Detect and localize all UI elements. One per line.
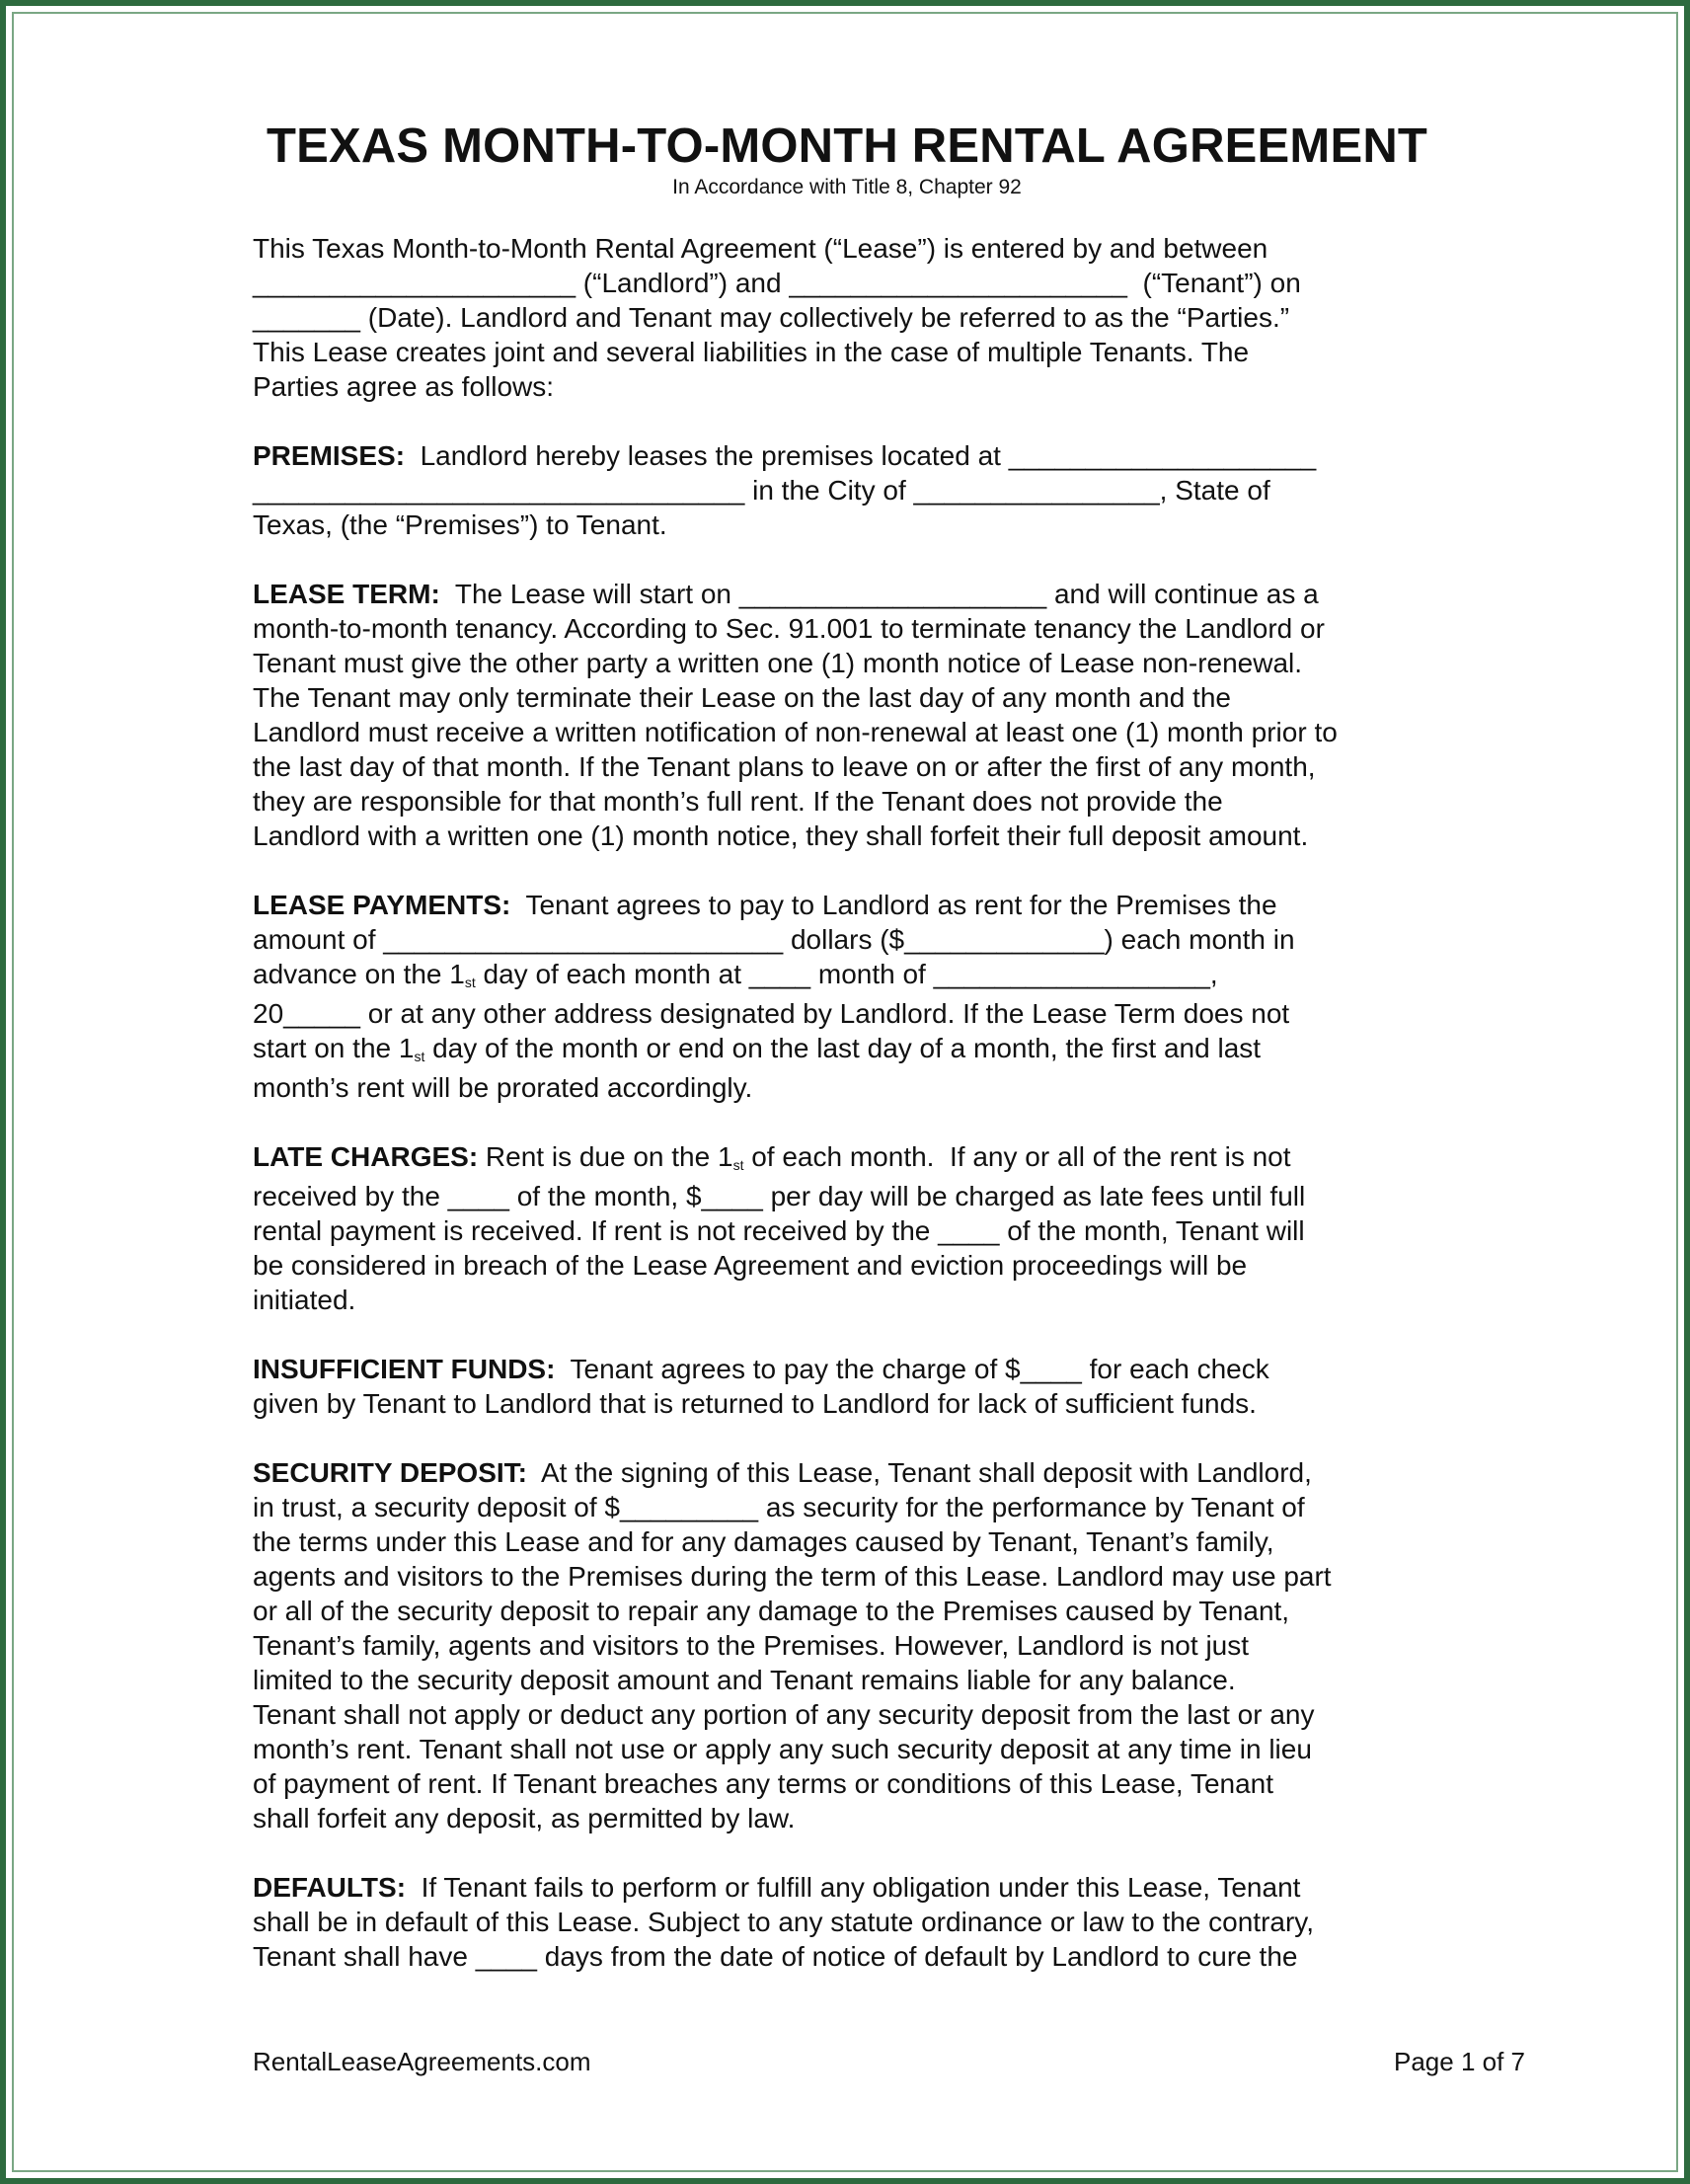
document-page [253, 118, 1441, 2008]
late-charges-line: Rent is due on the 1 [478, 1141, 733, 1172]
lease-payments-line: 20_____ or at any other address designated by Landlord. If the Lease Term does not [253, 998, 1290, 1029]
late-charges-label: LATE CHARGES: [253, 1141, 479, 1172]
security-deposit-line: limited to the security deposit amount and Tenant remains liable for any balance. [253, 1665, 1236, 1695]
security-deposit-line: Tenant shall not apply or deduct any portion of any security deposit from the last or any [253, 1699, 1315, 1730]
security-deposit-line: At the signing of this Lease, Tenant shall deposit with Landlord, [526, 1457, 1312, 1488]
document-subtitle: In Accordance with Title 8, Chapter 92 [672, 176, 1022, 198]
intro-line: _____________________ (“Landlord”) and ______________________ (“Tenant”) on [253, 268, 1301, 298]
lease-term-line: Landlord with a written one (1) month notice, they shall forfeit their full deposit amount. [253, 820, 1309, 851]
lease-term-line: Tenant must give the other party a written one (1) month notice of Lease non-renewal. [253, 648, 1303, 678]
premises-section [253, 438, 1441, 542]
late-charges-line: of each month. If any or all of the rent is not [743, 1141, 1291, 1172]
intro-line: _______ (Date). Landlord and Tenant may collectively be referred to as the “Parties.” [253, 302, 1290, 333]
footer-page-number: Page 1 of 7 [1394, 2047, 1525, 2076]
late-charges-line: received by the ____ of the month, $____ per day will be charged as late fees until full [253, 1181, 1306, 1211]
lease-payments-line: Tenant agrees to pay to Landlord as rent for the Premises the [510, 890, 1277, 920]
security-deposit-line: Tenant’s family, agents and visitors to the Premises. However, Landlord is not just [253, 1630, 1250, 1661]
defaults-line: shall be in default of this Lease. Subject to any statute ordinance or law to the contrary, [253, 1907, 1315, 1937]
security-deposit-line: the terms under this Lease and for any damages caused by Tenant, Tenant’s family, [253, 1526, 1274, 1557]
lease-term-line: Landlord must receive a written notification of non-renewal at least one (1) month prior to [253, 717, 1338, 747]
security-deposit-line: shall forfeit any deposit, as permitted by law. [253, 1803, 796, 1833]
lease-term-line: month-to-month tenancy. According to Sec. 91.001 to terminate tenancy the Landlord or [253, 613, 1325, 644]
premises-line: Landlord hereby leases the premises located at ____________________ [405, 440, 1317, 471]
lease-term-label: LEASE TERM: [253, 579, 440, 609]
security-deposit-label: SECURITY DEPOSIT: [253, 1457, 527, 1488]
lease-term-line: The Tenant may only terminate their Lease on the last day of any month and the [253, 682, 1231, 713]
intro-line: Parties agree as follows: [253, 371, 555, 402]
lease-term-line: The Lease will start on ____________________ and will continue as a [439, 579, 1319, 609]
defaults-line: If Tenant fails to perform or fulfill any obligation under this Lease, Tenant [406, 1872, 1301, 1903]
defaults-label: DEFAULTS: [253, 1872, 407, 1903]
lease-payments-label: LEASE PAYMENTS: [253, 890, 511, 920]
premises-line: ________________________________ in the City of ________________, State of [253, 475, 1270, 506]
lease-payments-line: advance on the 1 [253, 959, 465, 989]
footer-website: RentalLeaseAgreements.com [253, 2047, 591, 2076]
intro-line: This Lease creates joint and several liabilities in the case of multiple Tenants. The [253, 337, 1250, 367]
intro-paragraph [253, 231, 1441, 404]
lease-term-line: the last day of that month. If the Tenant plans to leave on or after the first of any month, [253, 751, 1316, 782]
lease-payments-line: start on the 1 [253, 1033, 415, 1063]
lease-term-line: they are responsible for that month’s full rent. If the Tenant does not provide the [253, 786, 1223, 817]
lease-payments-line: day of each month at ____ month of __________________, [475, 959, 1218, 989]
ordinal-suffix: st [732, 1157, 744, 1173]
late-charges-line: rental payment is received. If rent is not received by the ____ of the month, Tenant will [253, 1215, 1305, 1246]
document-title: TEXAS MONTH-TO-MONTH RENTAL AGREEMENT [266, 119, 1428, 173]
security-deposit-line: month’s rent. Tenant shall not use or apply any such security deposit at any time in lieu [253, 1734, 1312, 1764]
lease-payments-line: month’s rent will be prorated accordingly. [253, 1072, 753, 1103]
security-deposit-line: in trust, a security deposit of $_________ as security for the performance by Tenant of [253, 1492, 1305, 1522]
lease-payments-line: amount of __________________________ dollars ($_____________) each month in [253, 924, 1295, 955]
premises-label: PREMISES: [253, 440, 406, 471]
lease-term-section [253, 577, 1441, 853]
insufficient-funds-section [253, 1352, 1441, 1421]
ordinal-suffix: st [464, 975, 476, 990]
lease-payments-line: day of the month or end on the last day of a month, the first and last [424, 1033, 1262, 1063]
late-charges-line: initiated. [253, 1285, 356, 1315]
ordinal-suffix: st [414, 1049, 425, 1064]
defaults-section [253, 1870, 1441, 1974]
security-deposit-line: or all of the security deposit to repair any damage to the Premises caused by Tenant, [253, 1596, 1290, 1626]
intro-line: This Texas Month-to-Month Rental Agreement (“Lease”) is entered by and between [253, 233, 1268, 264]
security-deposit-line: agents and visitors to the Premises during the term of this Lease. Landlord may use part [253, 1561, 1332, 1592]
defaults-line: Tenant shall have ____ days from the date of notice of default by Landlord to cure the [253, 1941, 1298, 1972]
security-deposit-line: of payment of rent. If Tenant breaches any terms or conditions of this Lease, Tenant [253, 1768, 1274, 1799]
late-charges-line: be considered in breach of the Lease Agreement and eviction proceedings will be [253, 1250, 1248, 1281]
insufficient-funds-line: given by Tenant to Landlord that is returned to Landlord for lack of sufficient funds. [253, 1388, 1257, 1419]
insufficient-funds-label: INSUFFICIENT FUNDS: [253, 1354, 556, 1384]
security-deposit-section [253, 1455, 1441, 1835]
late-charges-section [253, 1139, 1441, 1317]
premises-line: Texas, (the “Premises”) to Tenant. [253, 509, 667, 540]
insufficient-funds-line: Tenant agrees to pay the charge of $____ for each check [555, 1354, 1269, 1384]
lease-payments-section [253, 888, 1441, 1105]
